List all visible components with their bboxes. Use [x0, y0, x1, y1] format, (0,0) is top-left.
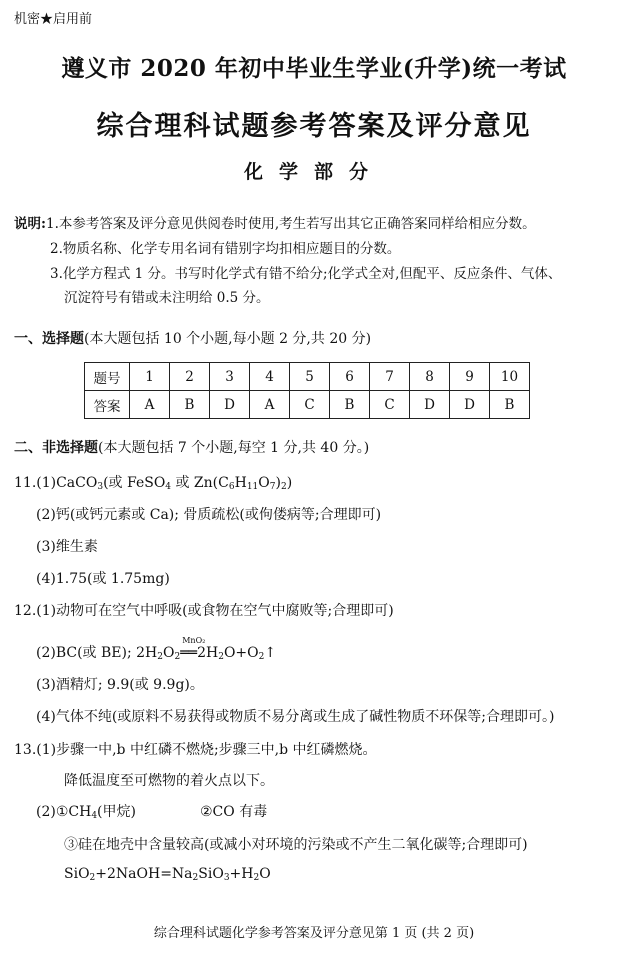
note-item-3: 3.化学方程式 1 分。书写时化学式有错不给分;化学式全对,但配平、反应条件、气体、	[50, 266, 562, 282]
section1-heading-line	[14, 328, 371, 348]
section-subject-title: 化学部分	[243, 161, 384, 183]
table-cell: B	[490, 391, 530, 419]
subscript: 2	[253, 873, 260, 883]
subscript: 2	[89, 873, 96, 883]
table-cell: 3	[210, 363, 250, 391]
eq-text: +2NaOH=Na	[95, 866, 193, 882]
q12-part2	[36, 636, 277, 662]
q12-part4: (4)气体不纯(或原料不易获得或物质不易分离或生成了碱性物质不环保等;合理即可。)	[36, 709, 555, 725]
subscript: 2	[280, 482, 287, 492]
q13-text: (甲烷)	[97, 804, 136, 820]
table-row-numbers	[85, 363, 530, 391]
table-cell: D	[410, 391, 450, 419]
q12-text: O+O	[223, 645, 259, 661]
note-label: 说明:	[14, 216, 46, 232]
table-cell: 6	[330, 363, 370, 391]
table-cell: A	[130, 391, 170, 419]
note-line-1	[14, 212, 536, 232]
eq-text: SiO	[198, 866, 224, 882]
subscript: 4	[91, 811, 98, 821]
q11-part3: (3)维生素	[36, 539, 98, 555]
q12-text: (2)BC(或 BE); 2H	[36, 645, 158, 661]
q13-part1-cont: 降低温度至可燃物的着火点以下。	[64, 773, 274, 789]
q11-part2: (2)钙(或钙元素或 Ca); 骨质疏松(或佝偻病等;合理即可)	[36, 507, 382, 523]
subscript: 4	[165, 482, 172, 492]
catalyst-label: MnO₂	[182, 636, 206, 645]
section2-desc: (本大题包括 7 个小题,每空 1 分,共 40 分。)	[98, 440, 370, 456]
eq-text: +H	[229, 866, 254, 882]
row-label-numbers: 题号	[85, 363, 130, 391]
q11-text: 11.(1)CaCO	[14, 475, 98, 491]
page-footer: 综合理科试题化学参考答案及评分意见第 1 页 (共 2 页)	[153, 926, 475, 941]
note-item-2: 2.物质名称、化学专用名词有错别字均扣相应题目的分数。	[50, 241, 401, 257]
subscript: 7	[269, 482, 276, 492]
q13-part2-b: ②CO 有毒	[200, 804, 268, 820]
note-item-1: 1.本参考答案及评分意见供阅卷时使用,考生若写出其它正确答案同样给相应分数。	[45, 216, 536, 232]
q13-part3: ③硅在地壳中含量较高(或减小对环境的污染或不产生二氧化碳等;合理即可)	[64, 837, 528, 853]
row-label-answers: 答案	[85, 391, 130, 419]
q11-text: H	[234, 475, 247, 491]
q12-part3: (3)酒精灯; 9.9(或 9.9g)。	[36, 677, 204, 693]
q12-part1: 12.(1)动物可在空气中呼吸(或食物在空气中腐败等;合理即可)	[14, 603, 394, 619]
table-cell: 2	[170, 363, 210, 391]
subscript: 2	[192, 873, 199, 883]
section2-heading-line	[14, 437, 369, 457]
table-cell: 7	[370, 363, 410, 391]
q12-text: 2H	[197, 645, 219, 661]
q11-text: )	[286, 475, 293, 491]
section1-heading: 一、选择题	[14, 331, 84, 347]
table-cell: B	[330, 391, 370, 419]
reaction-condition	[180, 636, 206, 661]
table-cell: 9	[450, 363, 490, 391]
table-cell: D	[450, 391, 490, 419]
table-cell: A	[250, 391, 290, 419]
subscript: 6	[228, 482, 235, 492]
q13-part2	[36, 801, 136, 821]
table-cell: B	[170, 391, 210, 419]
q11-text: (或 FeSO	[103, 475, 166, 491]
table-cell: 5	[290, 363, 330, 391]
q11-part1	[14, 472, 292, 492]
note-item-3-cont: 沉淀符号有错或未注明给 0.5 分。	[64, 290, 270, 306]
subscript: 2	[258, 652, 265, 662]
q11-text: 或 Zn(C	[171, 475, 229, 491]
table-cell: D	[210, 391, 250, 419]
subscript: 3	[97, 482, 104, 492]
eq-text: SiO	[64, 866, 90, 882]
section2-heading: 二、非选择题	[14, 440, 98, 456]
secret-label: 机密★启用前	[14, 12, 93, 27]
table-cell: 4	[250, 363, 290, 391]
answer-table	[84, 362, 530, 419]
q13-text: (2)①CH	[36, 804, 92, 820]
subscript: 2	[218, 652, 224, 662]
table-cell: C	[370, 391, 410, 419]
subscript: 2	[174, 652, 181, 662]
subscript: 3	[223, 873, 230, 883]
table-cell: 10	[490, 363, 530, 391]
exam-title: 遵义市 2020 年初中毕业生学业(升学)统一考试	[61, 55, 567, 82]
gas-arrow-icon: ↑	[264, 645, 277, 661]
subscript: 11	[246, 482, 259, 492]
q11-part4: (4)1.75(或 1.75mg)	[36, 571, 170, 587]
document-title: 综合理科试题参考答案及评分意见	[96, 111, 532, 142]
section1-desc: (本大题包括 10 个小题,每小题 2 分,共 20 分)	[84, 331, 372, 347]
q13-part1: 13.(1)步骤一中,b 中红磷不燃烧;步骤三中,b 中红磷燃烧。	[14, 742, 377, 758]
eq-text: O	[259, 866, 271, 882]
table-cell: 1	[130, 363, 170, 391]
q12-text: O	[163, 645, 175, 661]
table-row-answers	[85, 391, 530, 419]
q11-text: O	[258, 475, 270, 491]
subscript: 2	[157, 652, 163, 662]
equal-sign: ══	[180, 645, 198, 661]
table-cell: 8	[410, 363, 450, 391]
q11-text: )	[275, 475, 281, 491]
q13-equation	[64, 866, 271, 883]
table-cell: C	[290, 391, 330, 419]
